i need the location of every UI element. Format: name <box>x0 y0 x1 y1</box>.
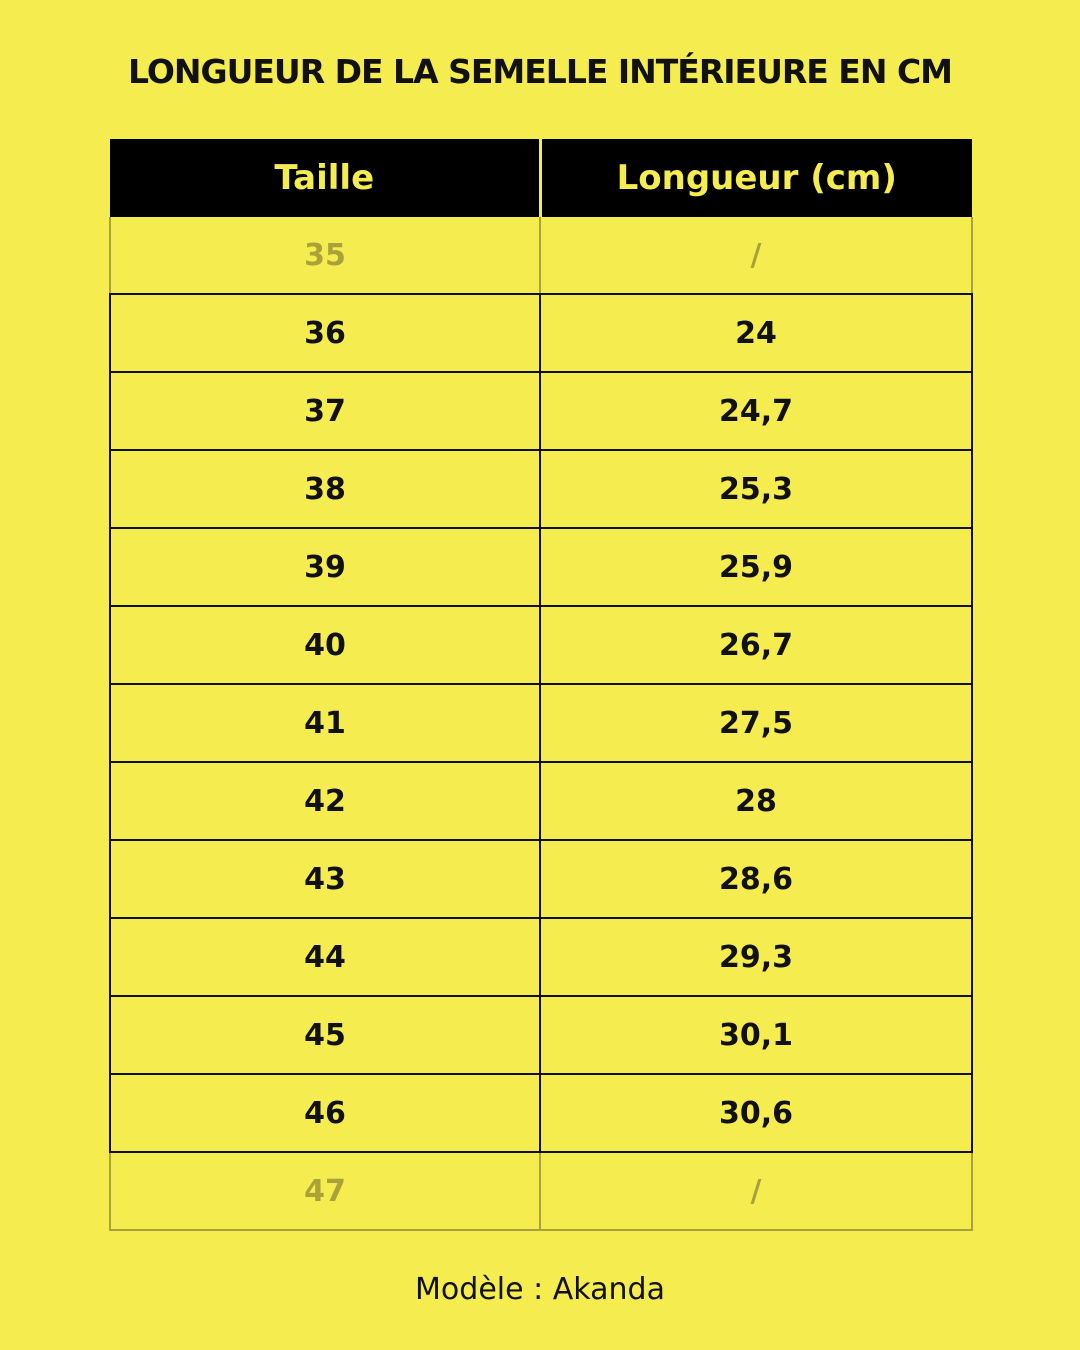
cell-taille: 39 <box>110 528 540 606</box>
table-row <box>110 528 972 606</box>
cell-longueur: 24 <box>540 294 972 372</box>
cell-taille: 35 <box>110 217 540 294</box>
table-header-row <box>110 139 972 217</box>
page-title: LONGUEUR DE LA SEMELLE INTÉRIEURE EN CM <box>127 52 953 91</box>
cell-longueur: 28,6 <box>540 840 972 918</box>
cell-longueur: / <box>540 1152 972 1230</box>
cell-longueur: 27,5 <box>540 684 972 762</box>
cell-taille: 47 <box>110 1152 540 1230</box>
table-row <box>110 217 972 294</box>
cell-longueur: 30,1 <box>540 996 972 1074</box>
cell-taille: 45 <box>110 996 540 1074</box>
cell-longueur: 25,9 <box>540 528 972 606</box>
table-row <box>110 996 972 1074</box>
cell-taille: 44 <box>110 918 540 996</box>
size-table <box>109 139 973 1231</box>
cell-taille: 43 <box>110 840 540 918</box>
cell-taille: 38 <box>110 450 540 528</box>
cell-longueur: 25,3 <box>540 450 972 528</box>
table-row <box>110 684 972 762</box>
cell-taille: 41 <box>110 684 540 762</box>
column-header-taille: Taille <box>110 139 540 217</box>
table-row <box>110 606 972 684</box>
cell-longueur: / <box>540 217 972 294</box>
table-row <box>110 1074 972 1152</box>
model-caption: Modèle : Akanda <box>415 1272 665 1307</box>
cell-taille: 40 <box>110 606 540 684</box>
cell-taille: 42 <box>110 762 540 840</box>
table-row <box>110 762 972 840</box>
cell-longueur: 29,3 <box>540 918 972 996</box>
table-row <box>110 918 972 996</box>
cell-taille: 36 <box>110 294 540 372</box>
table-row <box>110 372 972 450</box>
table-row <box>110 1152 972 1230</box>
column-header-longueur: Longueur (cm) <box>540 139 972 217</box>
cell-taille: 37 <box>110 372 540 450</box>
table-row <box>110 450 972 528</box>
cell-longueur: 24,7 <box>540 372 972 450</box>
cell-taille: 46 <box>110 1074 540 1152</box>
cell-longueur: 28 <box>540 762 972 840</box>
table-row <box>110 294 972 372</box>
cell-longueur: 26,7 <box>540 606 972 684</box>
cell-longueur: 30,6 <box>540 1074 972 1152</box>
table-row <box>110 840 972 918</box>
